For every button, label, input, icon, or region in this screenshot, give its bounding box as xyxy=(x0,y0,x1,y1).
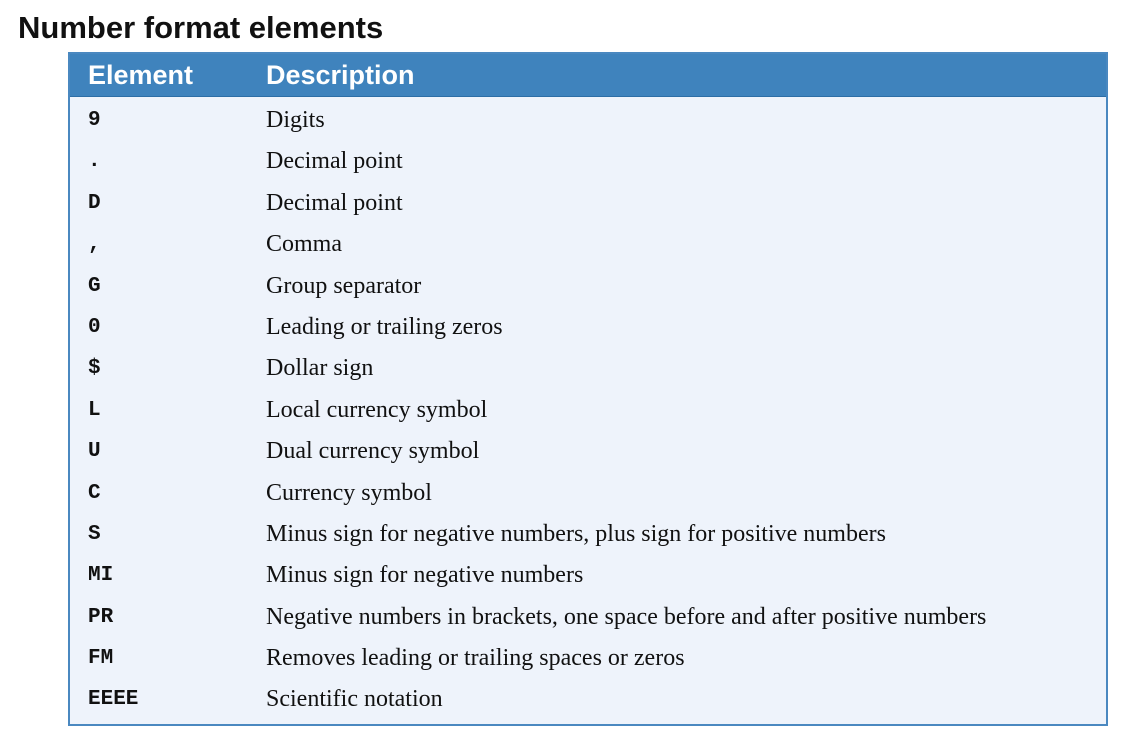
element-cell: $ xyxy=(88,357,101,381)
element-cell: L xyxy=(88,398,101,422)
column-header-description: Description xyxy=(266,60,415,90)
element-cell: EEEE xyxy=(88,688,139,712)
column-header-element: Element xyxy=(88,60,194,90)
element-cell: FM xyxy=(88,647,114,671)
element-cell: D xyxy=(88,191,101,215)
description-cell: Currency symbol xyxy=(266,479,432,506)
table-body xyxy=(70,100,1106,721)
description-cell: Decimal point xyxy=(266,189,403,216)
element-cell: PR xyxy=(88,605,114,629)
table-row xyxy=(70,183,1106,224)
table-row xyxy=(70,224,1106,265)
description-cell: Dual currency symbol xyxy=(266,438,480,465)
description-cell: Dollar sign xyxy=(266,355,374,382)
element-cell: C xyxy=(88,481,101,505)
table-row xyxy=(70,266,1106,307)
description-cell: Comma xyxy=(266,231,342,258)
table-row xyxy=(70,141,1106,182)
description-cell: Minus sign for negative numbers xyxy=(266,562,584,589)
description-cell: Negative numbers in brackets, one space before and after positive numbers xyxy=(266,603,987,630)
description-cell: Minus sign for negative numbers, plus sign for positive numbers xyxy=(266,520,886,547)
element-cell: G xyxy=(88,274,101,298)
element-cell: MI xyxy=(88,564,114,588)
description-cell: Leading or trailing zeros xyxy=(266,313,503,340)
element-cell: , xyxy=(88,233,101,257)
element-cell: . xyxy=(88,150,101,174)
description-cell: Scientific notation xyxy=(266,686,443,713)
table-row xyxy=(70,638,1106,679)
table-row xyxy=(70,348,1106,389)
table-row xyxy=(70,307,1106,348)
element-cell: 9 xyxy=(88,109,101,132)
element-cell: U xyxy=(88,440,101,464)
table-row xyxy=(70,390,1106,431)
table-header xyxy=(70,54,1106,97)
element-cell: S xyxy=(88,522,101,546)
description-cell: Removes leading or trailing spaces or zeros xyxy=(266,645,685,672)
description-cell: Local currency symbol xyxy=(266,396,488,423)
description-cell: Digits xyxy=(266,107,325,133)
table-row xyxy=(70,597,1106,638)
table-row xyxy=(70,514,1106,555)
table-row xyxy=(70,100,1106,141)
table-row xyxy=(70,679,1106,720)
format-elements-table xyxy=(68,52,1108,726)
description-cell: Decimal point xyxy=(266,148,403,175)
page-title: Number format elements xyxy=(18,10,384,45)
description-cell: Group separator xyxy=(266,272,422,299)
table-row xyxy=(70,555,1106,596)
element-cell: 0 xyxy=(88,315,101,339)
table-row xyxy=(70,473,1106,514)
table-row xyxy=(70,431,1106,472)
